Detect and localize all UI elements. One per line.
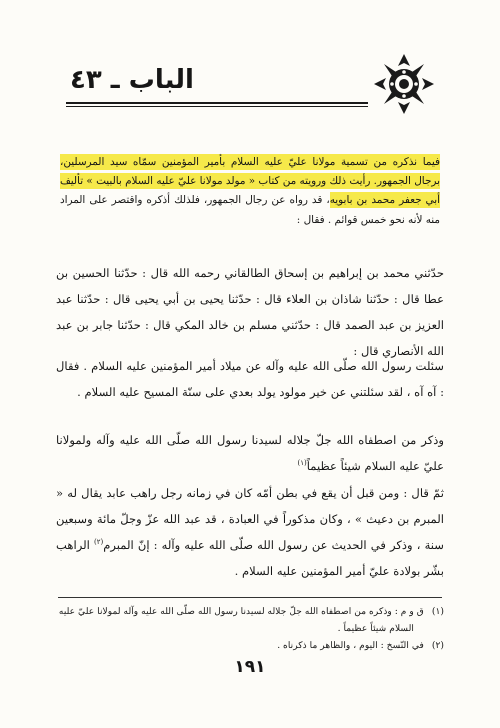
footnote-number: (١) bbox=[431, 606, 444, 617]
body-paragraph-4 bbox=[56, 480, 444, 584]
chapter-ornament-icon bbox=[372, 52, 436, 116]
title-rule bbox=[66, 102, 368, 107]
footnotes bbox=[56, 603, 444, 654]
chapter-title: الباب ـ ٤٣ bbox=[70, 65, 194, 95]
footnote-ref-2[interactable]: (٢) bbox=[93, 538, 104, 547]
highlighted-text: فيما نذكره من تسمية مولانا عليّ عليه السلام بأمير المؤمنين سمّاه سيد المرسلين، برجال الجمهور. رأيت ذلك ورويته من كتاب « مولد مولانا عليّ عليه السلام بالبيت » تأليف أبي جعفر محمد بن بابويه bbox=[60, 156, 440, 207]
paragraph-4-text-b: الراهب بشّر بولادة عليّ أمير المؤمنين عليه السلام . bbox=[56, 538, 444, 578]
footnote-text-continued: السلام شيئاً عظيماً . bbox=[337, 623, 414, 634]
paragraph-4-text-a: ثمّ قال : ومن قبل أن يقع في بطن أمّه كان في زمانه رجل راهب عابد يقال له « المبرم بن دعيث » ، وكان مذكوراً في العبادة ، قد عبد الله عزّ وجلّ مائة وسبعين سنة ، وذكر في الحديث عن رسول الله صلّى الله عليه وآله : إنّ المبرم bbox=[56, 486, 444, 552]
footnote-text: ق و م : وذكره من اصطفاه الله جلّ جلاله لسيدنا رسول الله صلّى الله عليه وآله لمولانا عليّ عليه bbox=[58, 606, 424, 617]
footnote-2 bbox=[56, 637, 444, 654]
body-paragraph-3 bbox=[56, 427, 444, 479]
intro-paragraph bbox=[60, 153, 440, 230]
footnote-number: (٢) bbox=[431, 640, 444, 651]
footnote-rule bbox=[58, 597, 442, 598]
body-paragraph-2: سئلت رسول الله صلّى الله عليه وآله عن ميلاد أمير المؤمنين عليه السلام . فقال : آه آه ، لقد سئلتني عن خير مولود يولد بعدي على سنّة المسيح عليه السلام . bbox=[56, 359, 444, 399]
footnote-ref-1[interactable]: (١) bbox=[297, 459, 307, 468]
page-number: ١٩١ bbox=[234, 657, 266, 677]
paragraph-3-text: وذكر من اصطفاه الله جلّ جلاله لسيدنا رسول الله صلّى الله عليه وآله ولمولانا عليّ عليه السلام شيئاً عظيماً bbox=[56, 433, 444, 473]
footnote-text: في النّسخ : اليوم ، والظاهر ما ذكرناه . bbox=[277, 640, 424, 651]
footnote-1 bbox=[56, 603, 444, 637]
intro-text: ، قد رواه عن رجال الجمهور، فلذلك أذكره واقتصر على المراد منه لأنه نحو خمس قوائم . فقال : bbox=[60, 194, 440, 226]
body-paragraph-1: حدّثني محمد بن إبراهيم بن إسحاق الطالقاني رحمه الله قال : حدّثنا الحسين بن عطا قال : حدّثنا شاذان بن العلاء قال : حدّثنا يحيى بن أبي يحيى قال : حدّثنا عبد العزيز بن عبد الصمد قال : حدّثني مسلم بن خالد المكي قال : حدّثنا جابر بن عبد الله الأنصاري قال : bbox=[56, 266, 444, 358]
